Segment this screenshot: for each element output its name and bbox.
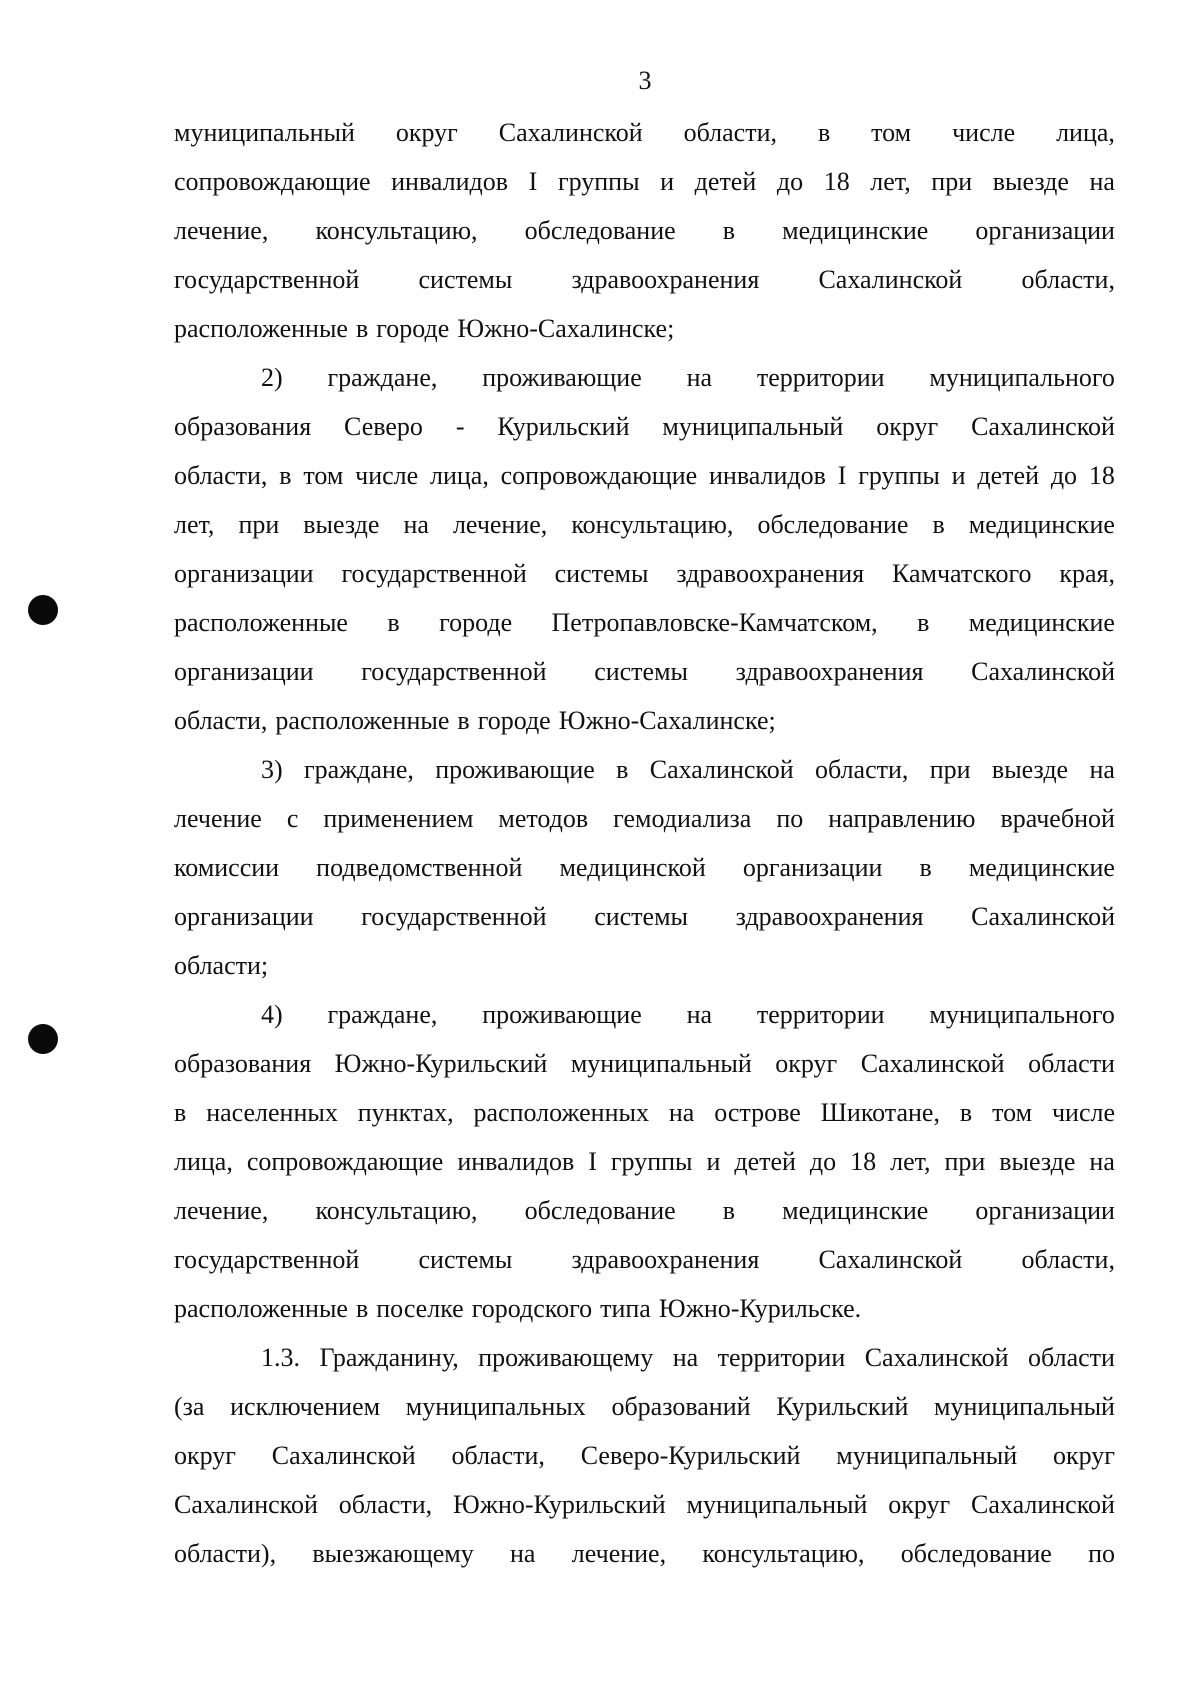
text-line [174,990,1115,1039]
word: 2) [261,363,283,392]
word: выезде [999,1147,1076,1176]
word: Южно-Сахалинске; [558,706,776,735]
word: и [951,461,966,490]
text-line [174,598,1115,647]
word: на [1089,755,1115,784]
word: расположенные [174,608,348,637]
word: в [616,755,629,784]
word: на [510,1539,536,1568]
word: том [303,461,344,490]
word: муниципальный [570,1049,752,1078]
word: инвалидов [709,461,826,490]
word: I [528,167,538,196]
text-line [174,1382,1115,1431]
word: проживающему [478,1343,654,1372]
word: городского [471,1294,593,1323]
word: в [355,1294,369,1323]
document-body [174,108,1115,1578]
word: области [1028,1343,1115,1372]
word: здравоохранения [676,559,865,588]
word: Сахалинской [864,1343,1009,1372]
word: 18 [850,1147,877,1176]
text-line [174,304,1115,353]
word: выезжающему [312,1539,474,1568]
text-line [174,647,1115,696]
word: консультацию, [702,1539,865,1568]
word: при [238,510,280,539]
word: муниципальный [836,1441,1018,1470]
word: сопровождающие [174,167,371,196]
word: 3) [261,755,283,784]
word: в [355,314,369,343]
word: при [931,167,973,196]
text-line [174,696,1115,745]
word: населенных [206,1098,338,1127]
word: до [809,1147,837,1176]
text-line [174,206,1115,255]
word: обследование [524,1196,676,1225]
word: области, [338,1490,433,1519]
word: в [279,461,292,490]
word: расположенные [275,706,450,735]
text-line [174,1137,1115,1186]
word: числе [1051,1098,1115,1127]
text-line [174,843,1115,892]
word: выезде [303,510,380,539]
word: комиссии [174,853,280,882]
word: - [455,412,465,441]
word: Сахалинской [271,1441,416,1470]
word: городе [439,608,513,637]
word: муниципального [929,363,1115,392]
word: применением [323,804,474,833]
word: в [817,118,831,147]
word: Южно-Курильский [334,1049,548,1078]
word: методов [498,804,589,833]
word: детей [734,1147,796,1176]
word: выезде [991,755,1069,784]
text-line [174,794,1115,843]
word: лет, [890,1147,931,1176]
word: муниципальный [662,412,844,441]
word: организации [742,853,883,882]
word: организации [174,657,314,686]
word: медицинские [968,510,1115,539]
word: системы [418,1245,513,1274]
word: Шикотане, [820,1098,940,1127]
text-line [174,500,1115,549]
word: государственной [341,559,527,588]
word: на [403,510,429,539]
word: лет, [174,510,215,539]
punch-hole-mark [28,595,58,625]
word: медицинские [782,1196,929,1225]
word: детей [977,461,1039,490]
word: и [660,167,675,196]
word: медицинские [782,216,929,245]
word: лица, [1056,118,1115,147]
text-line [174,549,1115,598]
word: округ [395,118,458,147]
word: муниципальный [934,1392,1115,1421]
word: проживающие [435,755,595,784]
word: при [929,755,971,784]
word: округ [1052,1441,1115,1470]
word: поселке [376,1294,464,1323]
word: области), [174,1539,277,1568]
word: области, [683,118,777,147]
word: округ [775,1049,838,1078]
word: в [174,1098,187,1127]
paragraph [174,108,1115,353]
word: здравоохранения [571,1245,760,1274]
word: организации [975,1196,1115,1225]
word: подведомственной [316,853,523,882]
word: на [1089,167,1115,196]
word: в [457,706,470,735]
paragraph [174,1333,1115,1578]
word: на [1089,1147,1115,1176]
word: том [992,1098,1033,1127]
paragraph [174,990,1115,1333]
word: области, [1021,1245,1115,1274]
word: Южно-Сахалинске; [457,314,675,343]
word: Северо-Курильский [580,1441,801,1470]
word: направлению [828,804,976,833]
word: Сахалинской [860,1049,1005,1078]
word: расположенные [174,314,348,343]
word: системы [594,902,689,931]
word: проживающие [482,1000,642,1029]
word: в [387,608,400,637]
word: в [932,510,945,539]
word: Северо [344,412,423,441]
word: 4) [261,1000,283,1029]
word: проживающие [482,363,642,392]
word: Курильский [497,412,630,441]
word: до [1050,461,1078,490]
word: острове [714,1098,801,1127]
word: муниципальный [174,118,355,147]
word: 1.3. [261,1343,300,1372]
word: расположенные [174,1294,348,1323]
word: территории [756,1000,885,1029]
word: Южно-Курильский [452,1490,666,1519]
word: расположенных [473,1098,649,1127]
word: Сахалинской [649,755,794,784]
word: муниципальных [405,1392,586,1421]
word: выезде [992,167,1069,196]
word: консультацию, [315,216,478,245]
text-line [174,1284,1115,1333]
word: государственной [174,265,360,294]
word: лица, [429,461,489,490]
word: группы [858,461,940,490]
paragraph [174,745,1115,990]
word: I [588,1147,597,1176]
word: гемодиализа [613,804,752,833]
word: с [286,804,299,833]
word: группы [610,1147,693,1176]
word: системы [418,265,513,294]
text-line [174,255,1115,304]
page-number: 3 [638,66,652,95]
word: числе [952,118,1016,147]
punch-hole-mark [28,1024,58,1054]
text-line [174,1235,1115,1284]
word: на [668,1098,695,1127]
text-line [174,157,1115,206]
word: по [776,804,804,833]
word: лица, [174,1147,233,1176]
word: области, [174,706,268,735]
word: по [1088,1539,1115,1568]
word: области, [814,755,909,784]
word: городе [376,314,450,343]
word: округ [876,412,939,441]
word: края, [1059,559,1115,588]
word: I [837,461,847,490]
word: муниципального [929,1000,1115,1029]
word: Сахалинской [971,412,1115,441]
word: образований [611,1392,751,1421]
word: области [1028,1049,1115,1078]
word: Сахалинской [498,118,643,147]
text-line [174,451,1115,500]
word: Сахалинской [174,1490,318,1519]
word: Курильский [776,1392,909,1421]
word: граждане, [327,1000,438,1029]
word: области, [451,1441,545,1470]
word: городе [477,706,551,735]
word: сопровождающие [500,461,698,490]
word: Сахалинской [818,1245,963,1274]
word: здравоохранения [735,657,924,686]
word: граждане, [327,363,438,392]
word: детей [694,167,757,196]
word: лечение, [571,1539,667,1568]
word: округ [174,1441,236,1470]
text-line [174,745,1115,794]
word: до [776,167,804,196]
word: в [959,1098,973,1127]
word: Сахалинской [971,657,1115,686]
word: медицинские [968,853,1115,882]
text-line [174,941,1115,990]
word: и [706,1147,721,1176]
word: образования [174,412,312,441]
word: граждане, [304,755,414,784]
text-line [174,1186,1115,1235]
word: медицинской [559,853,706,882]
word: лет, [870,167,911,196]
word: Южно-Курильске. [658,1294,862,1323]
word: при [944,1147,986,1176]
word: числе [355,461,419,490]
word: округ [888,1490,951,1519]
word: Сахалинской [971,902,1115,931]
word: государственной [361,902,547,931]
word: 18 [1088,461,1115,490]
text-line [174,1480,1115,1529]
text-line [174,402,1115,451]
word: здравоохранения [571,265,760,294]
word: на [686,1000,713,1029]
word: муниципальный [686,1490,868,1519]
word: системы [554,559,649,588]
word: обследование [900,1539,1052,1568]
text-line [174,108,1115,157]
word: области; [174,951,269,980]
word: типа [600,1294,651,1323]
word: в [919,853,932,882]
word: системы [594,657,689,686]
text-line [174,892,1115,941]
word: медицинские [968,608,1115,637]
text-line [174,1333,1115,1382]
word: здравоохранения [735,902,924,931]
word: исключением [230,1392,381,1421]
word: организации [174,902,314,931]
paragraph [174,353,1115,745]
word: Гражданину, [319,1343,459,1372]
word: пунктах, [357,1098,454,1127]
word: обследование [524,216,676,245]
word: на [672,1343,699,1372]
word: (за [174,1392,205,1421]
word: на [686,363,713,392]
word: инвалидов [457,1147,575,1176]
word: консультацию, [315,1196,478,1225]
word: организации [975,216,1115,245]
word: том [871,118,912,147]
word: территории [756,363,885,392]
word: Камчатского [891,559,1032,588]
word: лечение, [174,216,269,245]
text-line [174,1529,1115,1578]
word: государственной [361,657,547,686]
word: лечение, [452,510,548,539]
word: территории [717,1343,846,1372]
word: лечение, [174,1196,269,1225]
word: Сахалинской [971,1490,1115,1519]
word: Петропавловске-Камчатском, [551,608,878,637]
word: сопровождающие [246,1147,444,1176]
word: области, [1021,265,1115,294]
word: группы [557,167,640,196]
word: в [722,1196,736,1225]
word: лечение [174,804,262,833]
word: консультацию, [571,510,734,539]
word: обследование [757,510,909,539]
text-line [174,1088,1115,1137]
word: государственной [174,1245,360,1274]
word: врачебной [1000,804,1115,833]
text-line [174,1039,1115,1088]
word: в [917,608,930,637]
word: Сахалинской [818,265,963,294]
word: инвалидов [391,167,509,196]
text-line [174,1431,1115,1480]
text-line [174,353,1115,402]
word: в [722,216,736,245]
word: организации [174,559,314,588]
word: области, [174,461,268,490]
word: 18 [823,167,850,196]
word: образования [174,1049,312,1078]
